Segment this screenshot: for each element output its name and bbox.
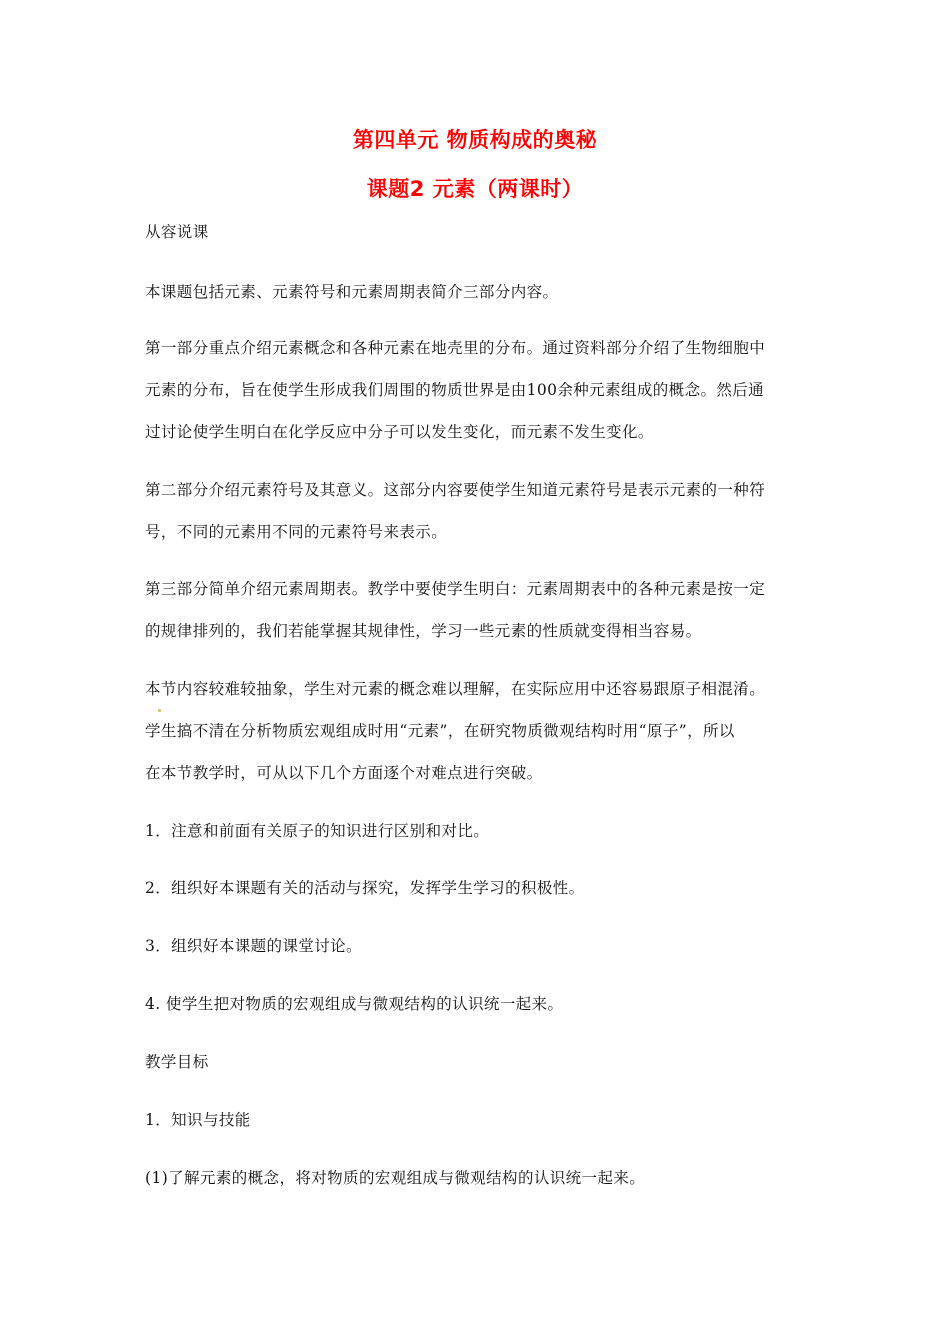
part2-line-1: 第二部分介绍元素符号及其意义。这部分内容要使学生知道元素符号是表示元素的一种符 [145,481,766,499]
difficulty-line-2: 学生搞不清在分析物质宏观组成时用“元素”，在研究物质微观结构时用“原子”，所以 [145,722,735,740]
intro-paragraph: 本课题包括元素、元素符号和元素周期表简介三部分内容。 [145,283,559,301]
part3-line-1: 第三部分简单介绍元素周期表。教学中要使学生明白：元素周期表中的各种元素是按一定 [145,580,766,598]
lesson-title: 课题2 元素（两课时） [366,177,584,201]
goal-knowledge-skills: 1．知识与技能 [145,1111,251,1129]
list-item-2: 2．组织好本课题有关的活动与探究，发挥学生学习的积极性。 [145,879,585,897]
part2-line-2: 号，不同的元素用不同的元素符号来表示。 [145,523,448,541]
part1-line-2: 元素的分布，旨在使学生形成我们周围的物质世界是由100余种元素组成的概念。然后通 [145,381,765,399]
list-item-1: 1．注意和前面有关原子的知识进行区别和对比。 [145,822,490,840]
list-item-4: 4. 使学生把对物质的宏观组成与微观结构的认识统一起来。 [145,995,564,1013]
part1-line-1: 第一部分重点介绍元素概念和各种元素在地壳里的分布。通过资料部分介绍了生物细胞中 [145,339,766,357]
unit-title: 第四单元 物质构成的奥秘 [352,128,598,152]
difficulty-line-3: 在本节教学时，可从以下几个方面逐个对难点进行突破。 [145,764,543,782]
section-heading-teaching-goals: 教学目标 [145,1053,209,1071]
difficulty-line-1 [145,679,810,699]
difficulty-line-1-start: 本 [145,680,161,698]
goal-knowledge-item-1: (1)了解元素的概念，将对物质的宏观组成与微观结构的认识统一起来。 [145,1169,646,1187]
list-item-3: 3．组织好本课题的课堂讨论。 [145,937,362,955]
difficulty-line-1-rest: 节内容较难较抽象，学生对元素的概念难以理解，在实际应用中还容易跟原子相混淆。 [160,680,766,698]
part1-line-3: 过讨论使学生明白在化学反应中分子可以发生变化，而元素不发生变化。 [145,423,654,441]
part3-line-2: 的规律排列的，我们若能掌握其规律性，学习一些元素的性质就变得相当容易。 [145,622,702,640]
section-heading-lesson-talk: 从容说课 [145,223,209,241]
